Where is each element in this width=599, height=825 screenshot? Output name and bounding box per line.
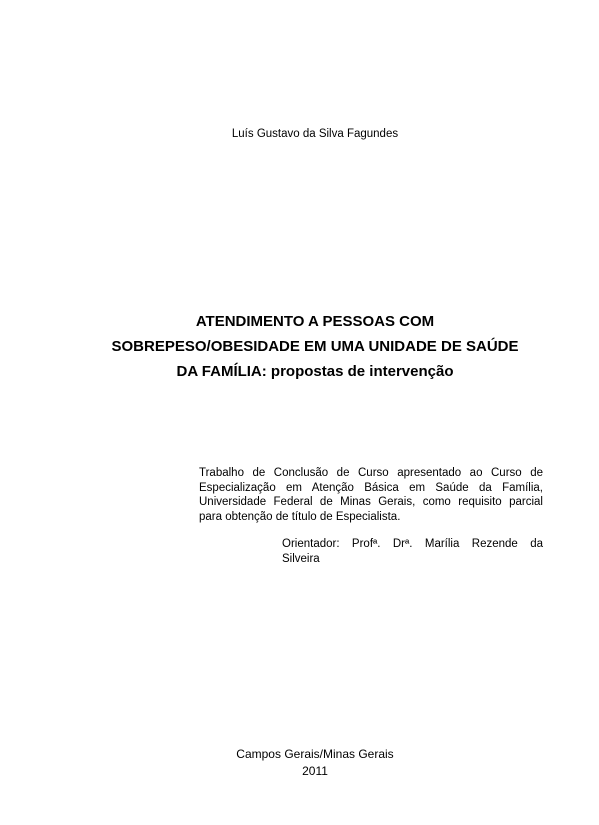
description-line: Universidade Federal de Minas Gerais, como requisito parcial — [199, 496, 543, 508]
title-line: SOBREPESO/OBESIDADE EM UMA UNIDADE DE SAÚDE — [111, 338, 519, 355]
advisor-line: Silveira — [282, 552, 320, 565]
document-title — [60, 309, 570, 384]
description-line: Especialização em Atenção Básica em Saúde da Família, — [199, 481, 543, 494]
work-description — [199, 466, 543, 524]
advisor-line: Orientador: Profª. Drª. Marília Rezende da — [282, 538, 543, 550]
publication-place: Campos Gerais/Minas Gerais — [236, 747, 394, 761]
description-line: para obtenção de título de Especialista. — [199, 510, 401, 523]
advisor-info — [282, 537, 543, 566]
title-line: ATENDIMENTO A PESSOAS COM — [195, 313, 435, 330]
title-line: DA FAMÍLIA: propostas de intervenção — [176, 363, 454, 380]
description-line: Trabalho de Conclusão de Curso apresentado ao Curso de — [199, 467, 543, 479]
publication-year: 2011 — [302, 764, 328, 778]
author-name: Luís Gustavo da Silva Fagundes — [231, 128, 399, 140]
